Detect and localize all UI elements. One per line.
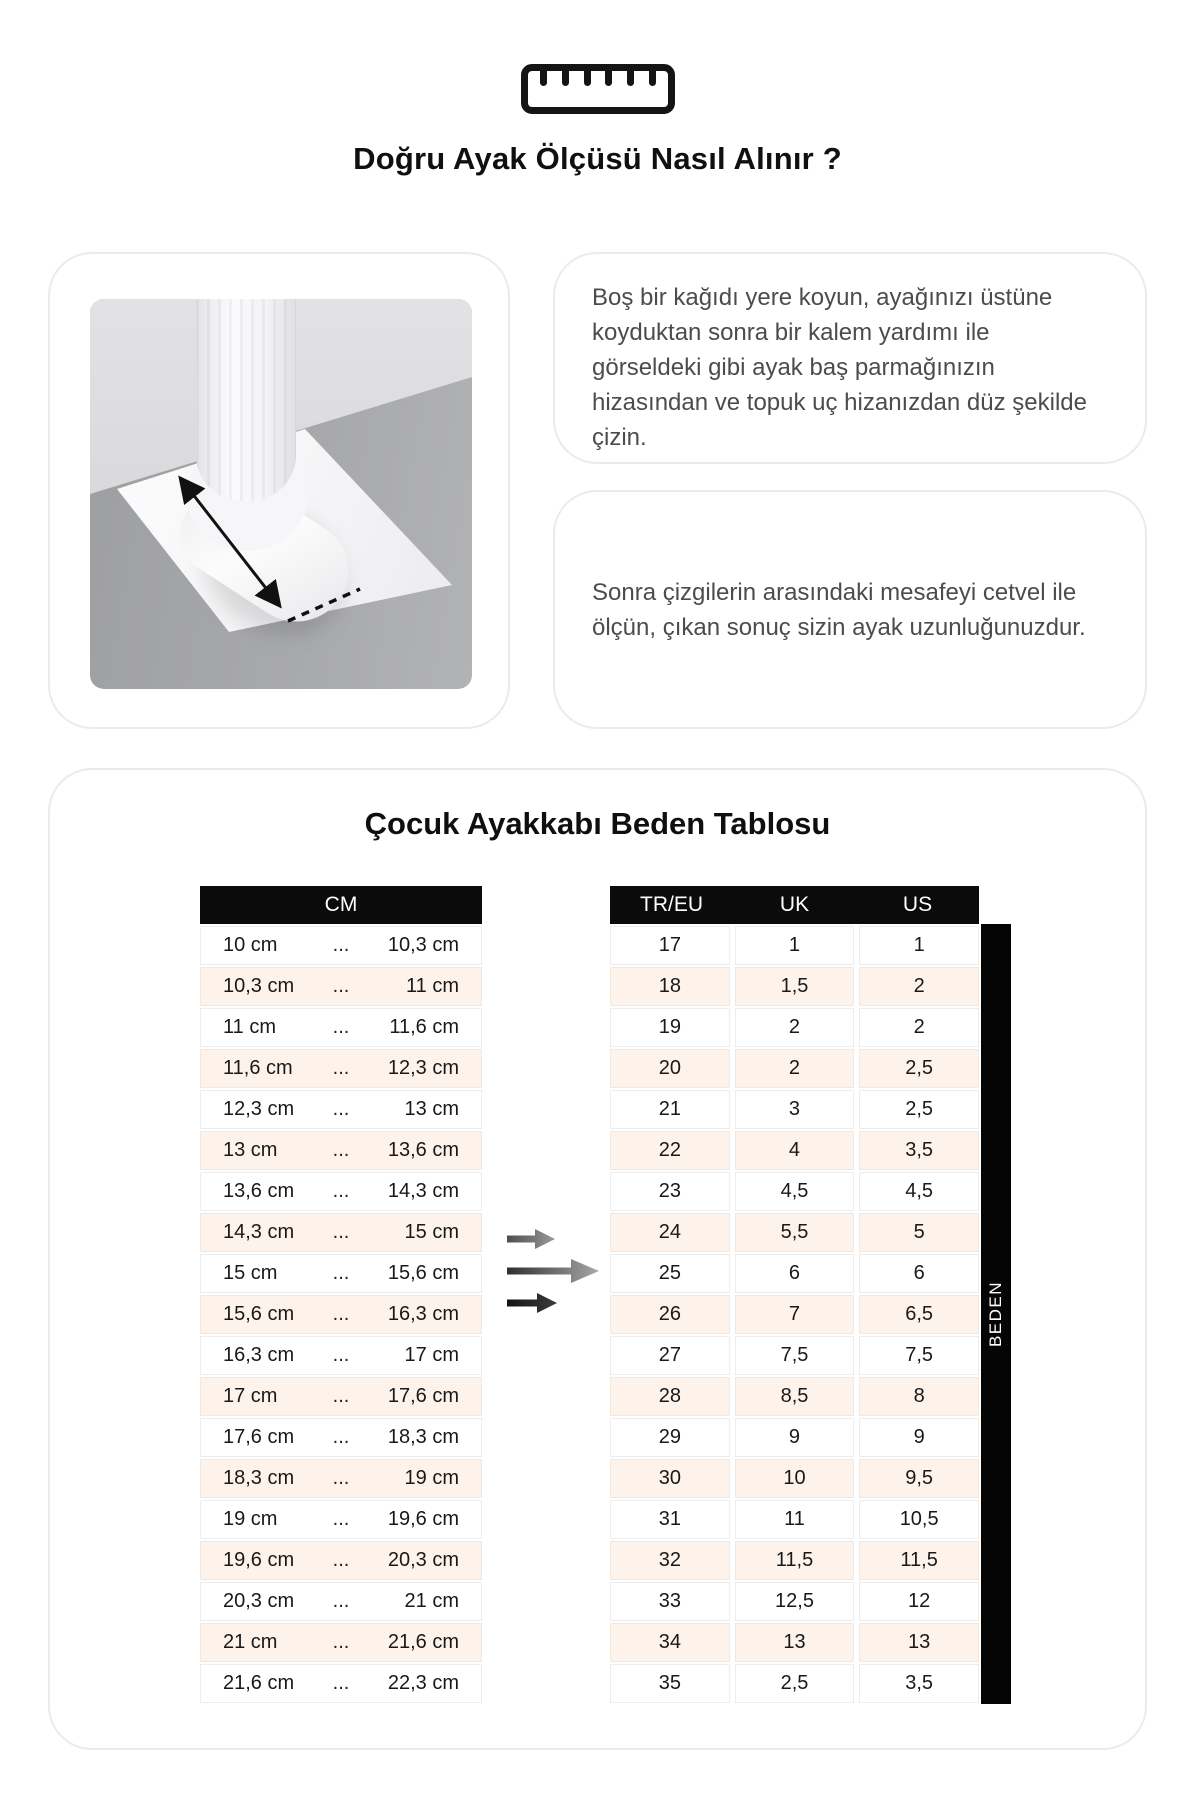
cm-to-value: 16,3 cm	[387, 1303, 459, 1325]
instruction-step-2-card	[553, 490, 1147, 729]
range-separator: ...	[332, 1098, 350, 1120]
uk-value: 2	[735, 1008, 855, 1047]
size-conversion-row	[610, 1295, 979, 1334]
cm-table-body	[200, 926, 482, 1703]
page-title: Doğru Ayak Ölçüsü Nasıl Alınır ?	[353, 141, 842, 176]
range-separator: ...	[332, 1221, 350, 1243]
us-value: 2,5	[859, 1090, 979, 1129]
size-conversion-table	[610, 886, 979, 1703]
cm-to-value: 22,3 cm	[387, 1672, 459, 1694]
measurement-arrow-icon	[90, 299, 472, 689]
cm-range-row	[200, 1500, 482, 1539]
size-conversion-row	[610, 1418, 979, 1457]
cm-to-value: 17 cm	[404, 1344, 459, 1366]
cm-from-value: 14,3 cm	[223, 1221, 295, 1243]
instruction-step-2-text: Sonra çizgilerin arasındaki mesafeyi cetvel ile ölçün, çıkan sonuç sizin ayak uzunluğunuzdur.	[592, 578, 1086, 641]
us-value: 13	[859, 1623, 979, 1662]
us-value: 9,5	[859, 1459, 979, 1498]
cm-to-value: 15,6 cm	[387, 1262, 459, 1284]
ruler-tick	[584, 71, 591, 86]
us-value: 6	[859, 1254, 979, 1293]
column-header-uk: UK	[779, 893, 810, 916]
tr-eu-value: 33	[610, 1582, 730, 1621]
size-conversion-row	[610, 1131, 979, 1170]
tr-eu-value: 21	[610, 1090, 730, 1129]
cm-from-value: 15,6 cm	[223, 1303, 295, 1325]
foot-measurement-illustration-card	[48, 252, 510, 729]
column-header-us: US	[902, 893, 933, 916]
tr-eu-value: 25	[610, 1254, 730, 1293]
range-separator: ...	[332, 1467, 350, 1489]
us-value: 3,5	[859, 1664, 979, 1703]
cm-from-value: 19,6 cm	[223, 1549, 295, 1571]
size-conversion-row	[610, 1336, 979, 1375]
us-value: 12	[859, 1582, 979, 1621]
cm-range-row	[200, 1377, 482, 1416]
ruler-tick	[649, 71, 656, 86]
cm-from-value: 13 cm	[223, 1139, 278, 1161]
tr-eu-value: 34	[610, 1623, 730, 1662]
range-separator: ...	[332, 1303, 350, 1325]
us-value: 7,5	[859, 1336, 979, 1375]
uk-value: 1	[735, 926, 855, 965]
size-conversion-row	[610, 1582, 979, 1621]
cm-range-row	[200, 1541, 482, 1580]
cm-from-value: 18,3 cm	[223, 1467, 295, 1489]
uk-value: 2	[735, 1049, 855, 1088]
uk-value: 13	[735, 1623, 855, 1662]
cm-range-row	[200, 1582, 482, 1621]
size-conversion-row	[610, 1049, 979, 1088]
instruction-step-1-text: Boş bir kağıdı yere koyun, ayağınızı üstüne koyduktan sonra bir kalem yardımı ile görseldeki gibi ayak baş parmağınızın hizasından ve topuk uç hizanızdan düz şekilde çizin.	[592, 284, 1087, 451]
size-conversion-row	[610, 1500, 979, 1539]
uk-value: 2,5	[735, 1664, 855, 1703]
us-value: 2,5	[859, 1049, 979, 1088]
range-separator: ...	[332, 1549, 350, 1571]
ruler-tick	[562, 71, 569, 86]
size-conversion-row	[610, 1008, 979, 1047]
tr-eu-value: 20	[610, 1049, 730, 1088]
us-value: 6,5	[859, 1295, 979, 1334]
cm-from-value: 19 cm	[223, 1508, 278, 1530]
cm-range-row	[200, 1008, 482, 1047]
uk-value: 6	[735, 1254, 855, 1293]
cm-to-value: 18,3 cm	[387, 1426, 459, 1448]
cm-from-value: 17 cm	[223, 1385, 278, 1407]
range-separator: ...	[332, 1590, 350, 1612]
instruction-step-1-card	[553, 252, 1147, 464]
tr-eu-value: 27	[610, 1336, 730, 1375]
uk-value: 1,5	[735, 967, 855, 1006]
cm-range-row	[200, 1295, 482, 1334]
us-value: 2	[859, 1008, 979, 1047]
cm-range-row	[200, 1418, 482, 1457]
cm-table-header: CM	[200, 886, 482, 924]
cm-range-row	[200, 1336, 482, 1375]
ruler-tick	[540, 71, 547, 86]
tr-eu-value: 23	[610, 1172, 730, 1211]
size-conversion-row	[610, 1623, 979, 1662]
cm-range-row	[200, 926, 482, 965]
tr-eu-value: 17	[610, 926, 730, 965]
uk-value: 9	[735, 1418, 855, 1457]
tr-eu-value: 19	[610, 1008, 730, 1047]
uk-value: 5,5	[735, 1213, 855, 1252]
cm-range-row	[200, 1049, 482, 1088]
us-value: 11,5	[859, 1541, 979, 1580]
uk-value: 12,5	[735, 1582, 855, 1621]
column-header-tr-eu: TR/EU	[640, 893, 703, 916]
cm-from-value: 13,6 cm	[223, 1180, 295, 1202]
cm-range-row	[200, 1213, 482, 1252]
size-conversion-row	[610, 967, 979, 1006]
cm-from-value: 15 cm	[223, 1262, 278, 1284]
uk-value: 11	[735, 1500, 855, 1539]
cm-to-value: 11,6 cm	[389, 1016, 459, 1038]
size-conversion-row	[610, 1213, 979, 1252]
size-chart-title: Çocuk Ayakkabı Beden Tablosu	[364, 806, 831, 841]
cm-to-value: 19,6 cm	[387, 1508, 459, 1530]
cm-to-value: 13,6 cm	[387, 1139, 459, 1161]
range-separator: ...	[332, 975, 350, 997]
tr-eu-value: 18	[610, 967, 730, 1006]
cm-to-value: 21 cm	[404, 1590, 459, 1612]
uk-value: 3	[735, 1090, 855, 1129]
tr-eu-value: 32	[610, 1541, 730, 1580]
cm-to-value: 13 cm	[404, 1098, 459, 1120]
range-separator: ...	[332, 1385, 350, 1407]
cm-from-value: 12,3 cm	[223, 1098, 295, 1120]
cm-from-value: 10,3 cm	[223, 975, 295, 997]
us-value: 3,5	[859, 1131, 979, 1170]
range-separator: ...	[332, 1057, 350, 1079]
cm-to-value: 12,3 cm	[387, 1057, 459, 1079]
cm-to-value: 11 cm	[406, 975, 459, 997]
range-separator: ...	[332, 934, 350, 956]
cm-from-value: 21,6 cm	[223, 1672, 295, 1694]
size-conversion-row	[610, 1664, 979, 1703]
range-separator: ...	[332, 1672, 350, 1694]
tr-eu-value: 30	[610, 1459, 730, 1498]
cm-range-row	[200, 967, 482, 1006]
uk-value: 10	[735, 1459, 855, 1498]
size-conversion-row	[610, 1090, 979, 1129]
cm-from-value: 11 cm	[223, 1016, 276, 1038]
cm-to-value: 15 cm	[404, 1221, 459, 1243]
tr-eu-value: 24	[610, 1213, 730, 1252]
beden-side-label: BEDEN	[986, 1280, 1006, 1348]
uk-value: 8,5	[735, 1377, 855, 1416]
range-separator: ...	[332, 1016, 350, 1038]
cm-from-value: 11,6 cm	[223, 1057, 293, 1079]
size-conversion-header	[610, 886, 979, 924]
cm-to-value: 21,6 cm	[387, 1631, 459, 1653]
cm-from-value: 20,3 cm	[223, 1590, 295, 1612]
ruler-icon	[521, 64, 675, 114]
conversion-arrows-icon	[505, 1225, 605, 1317]
cm-range-row	[200, 1623, 482, 1662]
tr-eu-value: 26	[610, 1295, 730, 1334]
cm-to-value: 20,3 cm	[387, 1549, 459, 1571]
cm-from-value: 10 cm	[223, 934, 278, 956]
range-separator: ...	[332, 1262, 350, 1284]
tr-eu-value: 35	[610, 1664, 730, 1703]
us-value: 9	[859, 1418, 979, 1457]
uk-value: 11,5	[735, 1541, 855, 1580]
size-conversion-row	[610, 1459, 979, 1498]
us-value: 5	[859, 1213, 979, 1252]
foot-on-paper-photo	[90, 299, 472, 689]
ruler-tick	[627, 71, 634, 86]
size-conversion-row	[610, 1172, 979, 1211]
cm-from-value: 16,3 cm	[223, 1344, 295, 1366]
cm-to-value: 17,6 cm	[387, 1385, 459, 1407]
size-conversion-row	[610, 926, 979, 965]
uk-value: 7,5	[735, 1336, 855, 1375]
size-conversion-row	[610, 1541, 979, 1580]
tr-eu-value: 29	[610, 1418, 730, 1457]
us-value: 2	[859, 967, 979, 1006]
cm-from-value: 21 cm	[223, 1631, 278, 1653]
range-separator: ...	[332, 1139, 350, 1161]
cm-range-row	[200, 1131, 482, 1170]
uk-value: 7	[735, 1295, 855, 1334]
cm-to-value: 19 cm	[404, 1467, 459, 1489]
cm-range-row	[200, 1459, 482, 1498]
range-separator: ...	[332, 1508, 350, 1530]
range-separator: ...	[332, 1180, 350, 1202]
us-value: 1	[859, 926, 979, 965]
range-separator: ...	[332, 1344, 350, 1366]
range-separator: ...	[332, 1631, 350, 1653]
us-value: 8	[859, 1377, 979, 1416]
uk-value: 4	[735, 1131, 855, 1170]
tr-eu-value: 31	[610, 1500, 730, 1539]
cm-to-value: 10,3 cm	[387, 934, 459, 956]
beden-side-bar	[981, 924, 1011, 1704]
cm-range-row	[200, 1090, 482, 1129]
size-conversion-row	[610, 1377, 979, 1416]
tr-eu-value: 28	[610, 1377, 730, 1416]
size-conversion-body	[610, 926, 979, 1703]
range-separator: ...	[332, 1426, 350, 1448]
size-conversion-row	[610, 1254, 979, 1293]
size-chart-card	[48, 768, 1147, 1750]
us-value: 10,5	[859, 1500, 979, 1539]
us-value: 4,5	[859, 1172, 979, 1211]
cm-to-value: 14,3 cm	[387, 1180, 459, 1202]
cm-range-table	[200, 886, 482, 1703]
cm-range-row	[200, 1172, 482, 1211]
cm-range-row	[200, 1254, 482, 1293]
cm-from-value: 17,6 cm	[223, 1426, 295, 1448]
tr-eu-value: 22	[610, 1131, 730, 1170]
cm-range-row	[200, 1664, 482, 1703]
ruler-tick	[605, 71, 612, 86]
uk-value: 4,5	[735, 1172, 855, 1211]
